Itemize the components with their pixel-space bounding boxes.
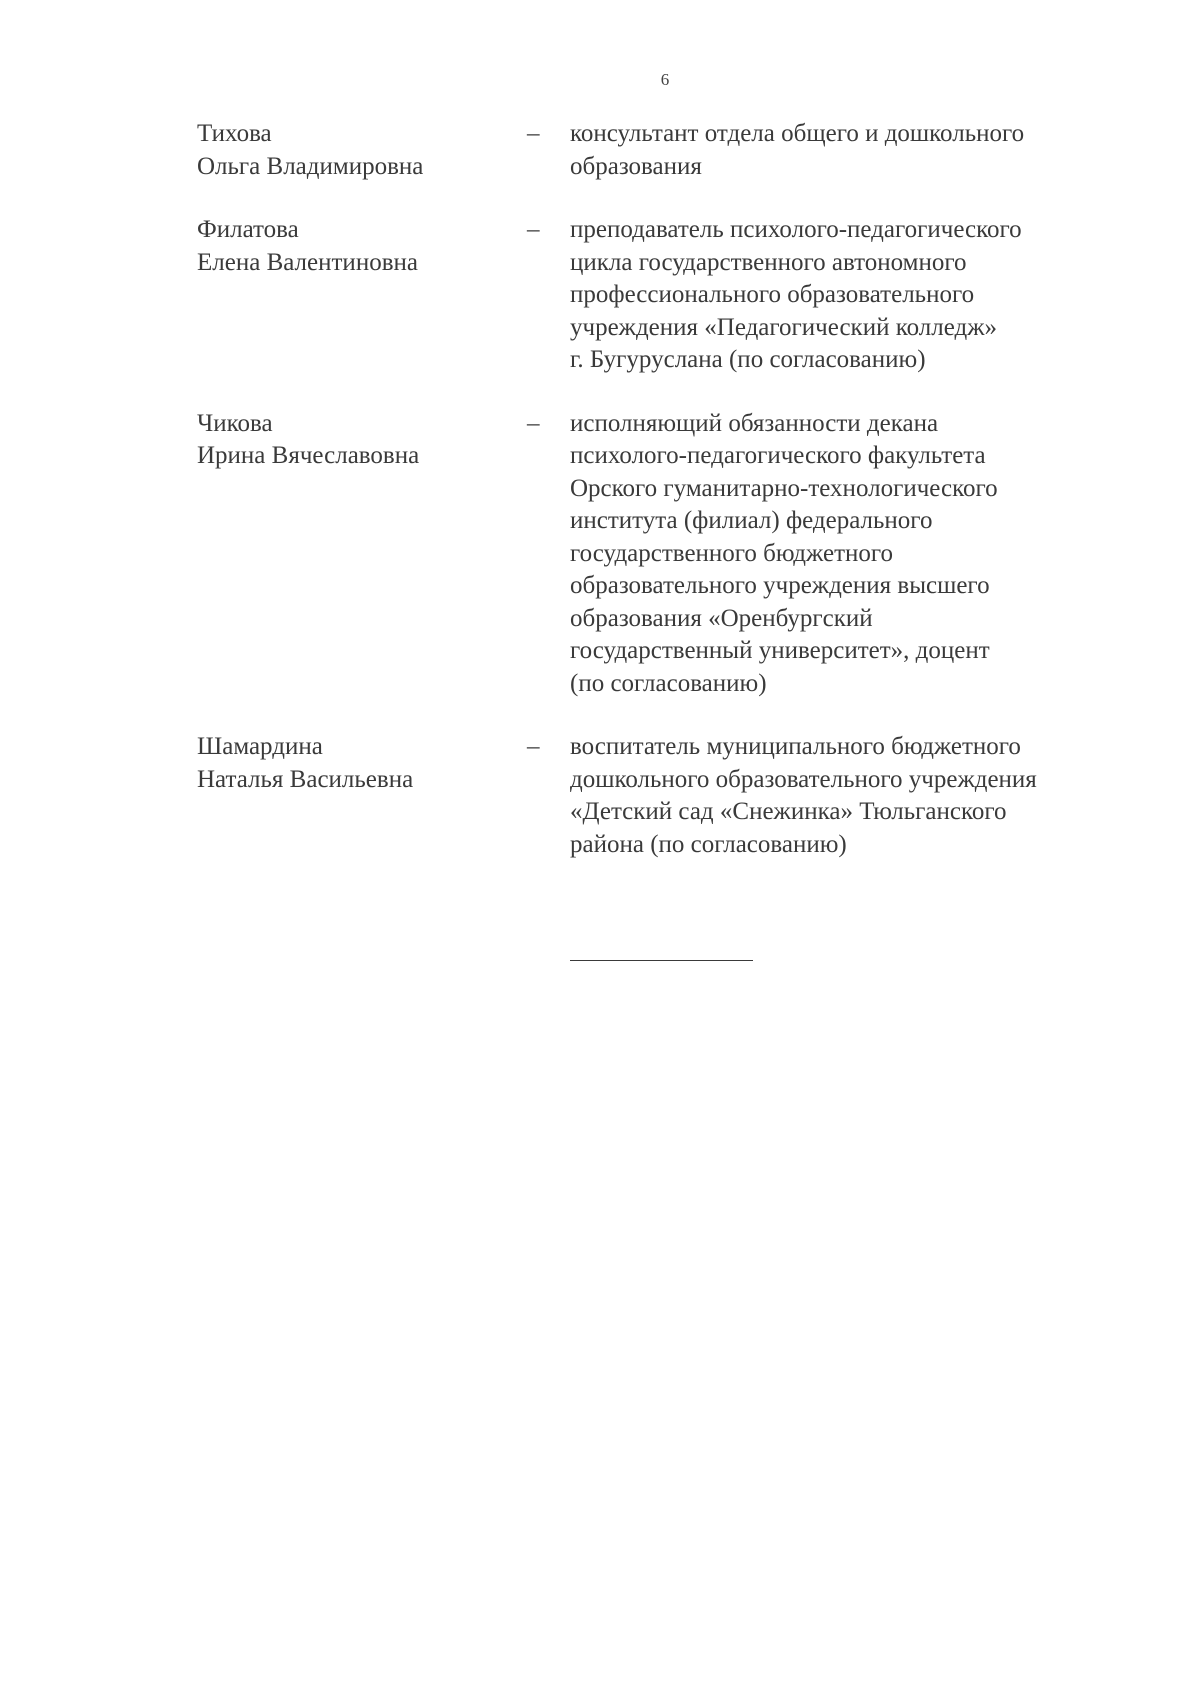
member-name	[197, 731, 527, 796]
member-description	[570, 408, 1117, 701]
description-line: психолого-педагогического факультета	[570, 442, 986, 469]
description-line: воспитатель муниципального бюджетного	[570, 733, 1021, 760]
member-description	[570, 118, 1117, 183]
description-line: цикла государственного автономного	[570, 248, 967, 276]
description-line: «Детский сад «Снежинка» Тюльганского	[570, 798, 1007, 825]
member-description	[570, 214, 1117, 377]
member-given-names: Наталья Васильевна	[197, 765, 414, 793]
member-surname: Шамардина	[197, 733, 323, 760]
description-line: учреждения «Педагогический колледж»	[570, 313, 997, 341]
description-line: государственный университет», доцент	[570, 637, 990, 664]
member-given-names: Ольга Владимировна	[197, 152, 424, 180]
description-line: района (по согласованию)	[570, 830, 847, 858]
member-dash: –	[527, 409, 540, 437]
description-line: профессионального образовательного	[570, 281, 975, 308]
page-number: 6	[660, 70, 670, 89]
description-line: образовательного учреждения высшего	[570, 572, 990, 599]
member-surname: Филатова	[197, 216, 299, 243]
member-description	[570, 731, 1117, 861]
member-row	[197, 214, 1117, 377]
member-dash: –	[527, 216, 540, 243]
description-line: Орского гуманитарно-технологического	[570, 474, 998, 502]
member-dash: –	[527, 120, 540, 147]
member-name	[197, 214, 527, 279]
member-given-names: Елена Валентиновна	[197, 248, 418, 276]
member-row	[197, 408, 1117, 701]
description-line: консультант отдела общего и дошкольного	[570, 120, 1025, 147]
description-line: г. Бугуруслана (по согласованию)	[570, 346, 926, 373]
end-of-list-rule	[570, 960, 753, 961]
members-list	[197, 118, 1117, 892]
member-surname: Тихова	[197, 120, 272, 147]
member-row	[197, 118, 1117, 183]
member-dash: –	[527, 733, 540, 760]
description-line: преподаватель психолого-педагогического	[570, 216, 1022, 243]
member-name	[197, 118, 527, 183]
description-line: исполняющий обязанности декана	[570, 409, 939, 437]
member-row	[197, 731, 1117, 861]
description-line: института (филиал) федерального	[570, 507, 933, 534]
description-line: дошкольного образовательного учреждения	[570, 765, 1037, 793]
member-surname: Чикова	[197, 409, 273, 437]
description-line: (по согласованию)	[570, 669, 767, 697]
member-given-names: Ирина Вячеславовна	[197, 442, 420, 469]
description-line: государственного бюджетного	[570, 539, 893, 567]
description-line: образования	[570, 152, 702, 180]
description-line: образования «Оренбургский	[570, 604, 873, 632]
member-name	[197, 408, 527, 473]
